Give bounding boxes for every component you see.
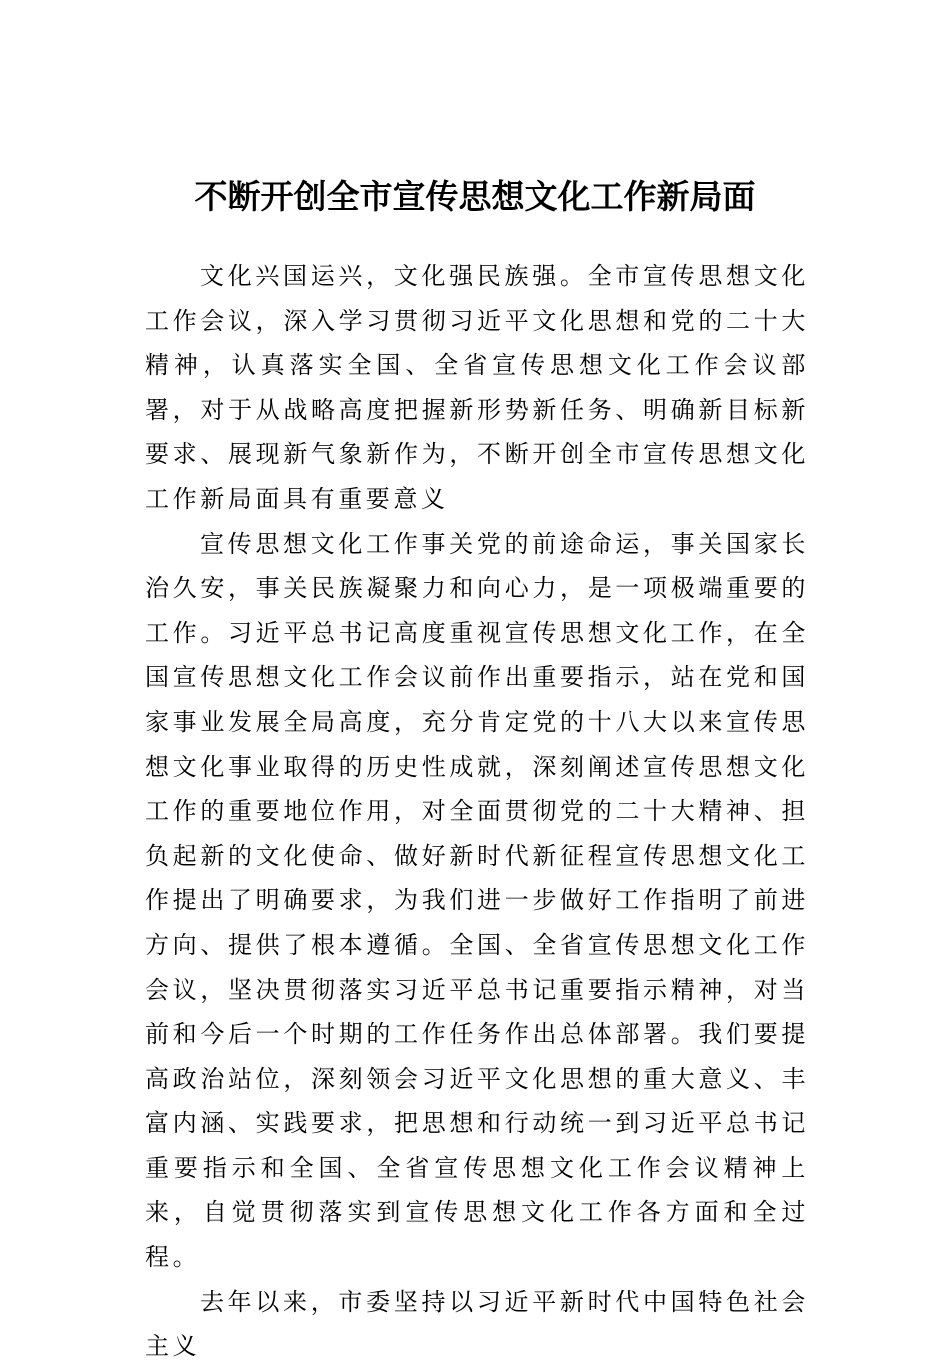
paragraph-3: 去年以来，市委坚持以习近平新时代中国特色社会主义 xyxy=(145,1287,809,1361)
document-body xyxy=(145,254,809,1369)
paragraph-1: 文化兴国运兴，文化强民族强。全市宣传思想文化工作会议，深入学习贯彻习近平文化思想和党的二十大精神，认真落实全国、全省宣传思想文化工作会议部署，对于从战略高度把握新形势新任务、明确新目标新要求、展现新气象新作为，不断开创全市宣传思想文化工作新局面具有重要意义 xyxy=(145,262,809,513)
paragraph-2: 宣传思想文化工作事关党的前途命运，事关国家长治久安，事关民族凝聚力和向心力，是一项极端重要的工作。习近平总书记高度重视宣传思想文化工作，在全国宣传思想文化工作会议前作出重要指示，站在党和国家事业发展全局高度，充分肯定党的十八大以来宣传思想文化事业取得的历史性成就，深刻阐述宣传思想文化工作的重要地位作用，对全面贯彻党的二十大精神、担负起新的文化使命、做好新时代新征程宣传思想文化工作提出了明确要求，为我们进一步做好工作指明了前进方向、提供了根本遵循。全国、全省宣传思想文化工作会议，坚决贯彻落实习近平总书记重要指示精神，对当前和今后一个时期的工作任务作出总体部署。我们要提高政治站位，深刻领会习近平文化思想的重大意义、丰富内涵、实践要求，把思想和行动统一到习近平总书记重要指示和全国、全省宣传思想文化工作会议精神上来，自觉贯彻落实到宣传思想文化工作各方面和全过程。 xyxy=(145,529,809,1272)
document-title: 不断开创全市宣传思想文化工作新局面 xyxy=(194,177,756,216)
